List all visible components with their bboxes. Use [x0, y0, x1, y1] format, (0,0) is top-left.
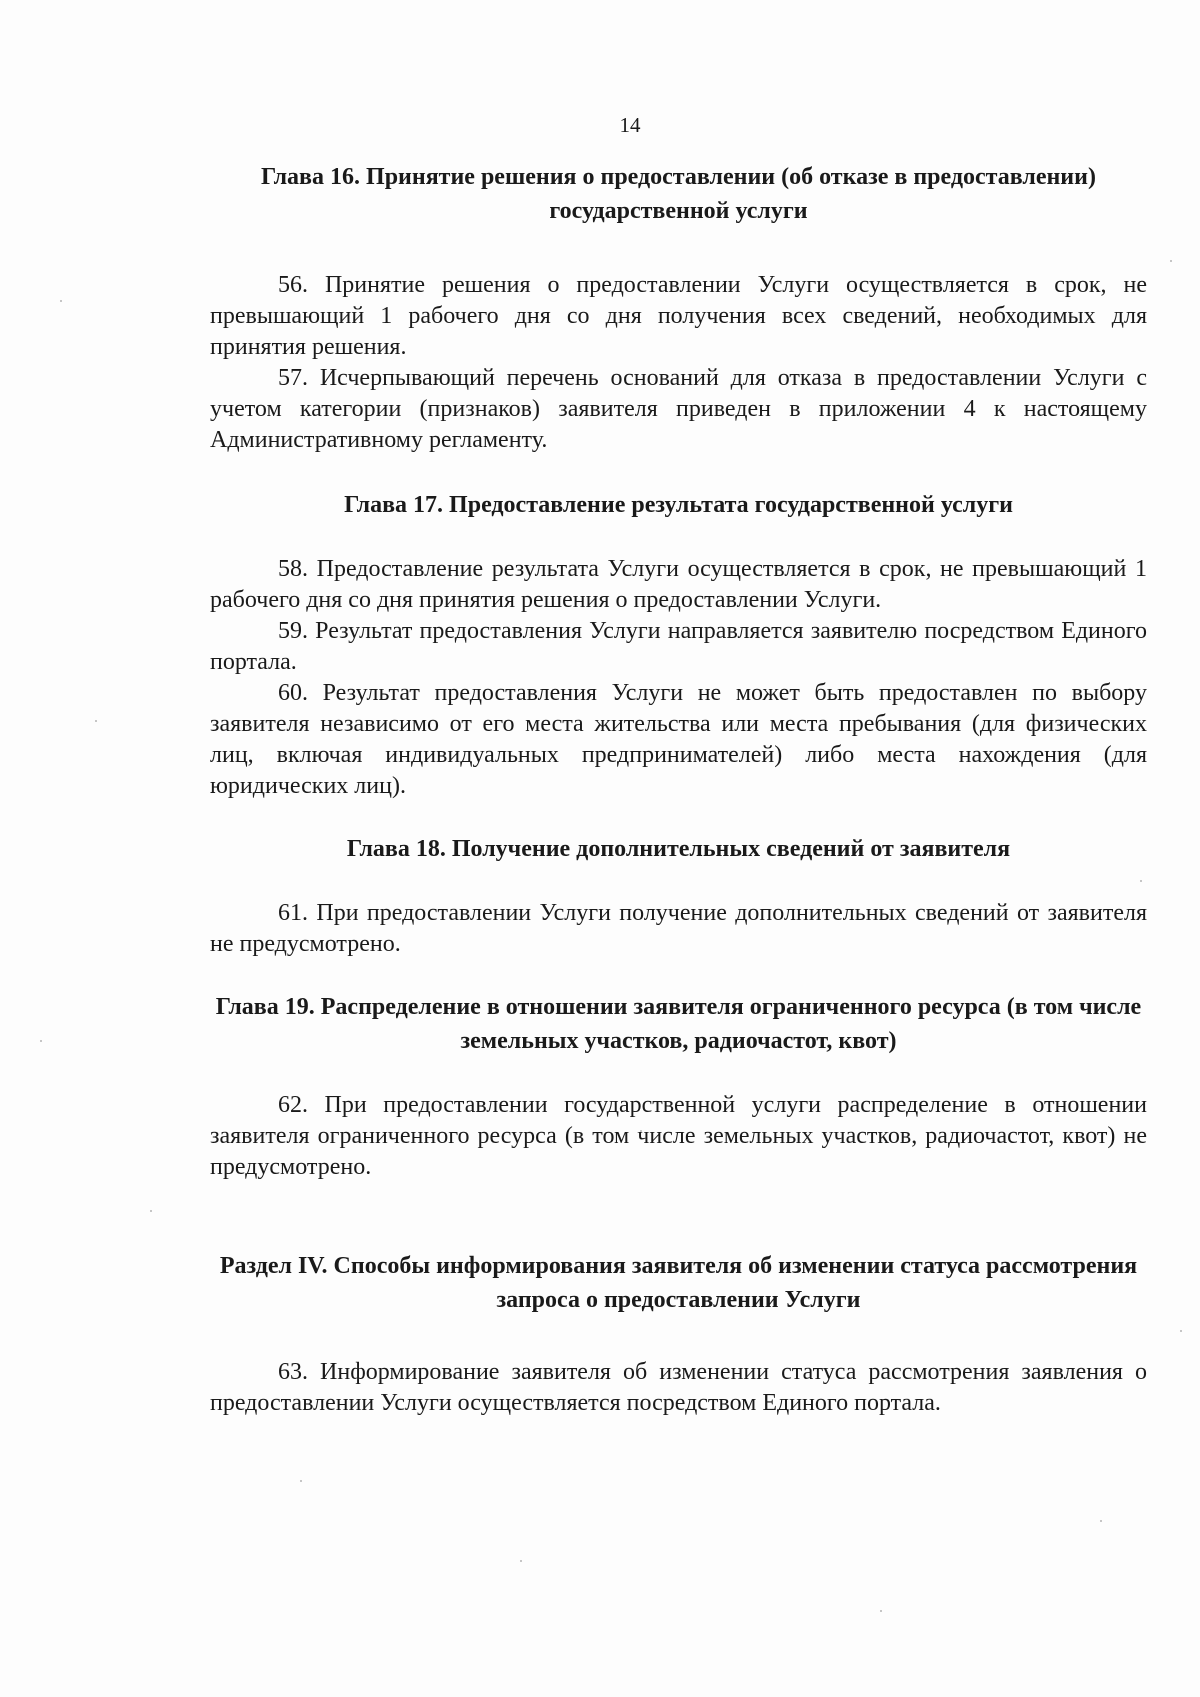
paragraph-61: 61. При предоставлении Услуги получение дополнительных сведений от заявителя не предусмотрено. [210, 900, 1147, 957]
paragraph-63: 63. Информирование заявителя об изменении статуса рассмотрения заявления о предоставлении Услуги осуществляется посредством Единого портала. [210, 1359, 1147, 1416]
chapter-16-heading: Глава 16. Принятие решения о предоставлении (об отказе в предоставлении) государственной услуги [261, 164, 1096, 224]
paragraph-56: 56. Принятие решения о предоставлении Услуги осуществляется в срок, не превышающий 1 рабочего дня со дня получения всех сведений, необходимых для принятия решения. [210, 272, 1147, 360]
section-4-heading: Раздел IV. Способы информирования заявителя об изменении статуса рассмотрения запроса о предоставлении Услуги [219, 1253, 1138, 1313]
chapter-19-heading: Глава 19. Распределение в отношении заявителя ограниченного ресурса (в том числе земельных участков, радиочастот, квот) [215, 994, 1142, 1054]
document-body [210, 160, 1147, 1419]
paragraph-57: 57. Исчерпывающий перечень оснований для отказа в предоставлении Услуги с учетом категории (признаков) заявителя приведен в приложении 4 к настоящему Административному регламенту. [210, 365, 1147, 453]
paragraph-59: 59. Результат предоставления Услуги направляется заявителю посредством Единого портала. [210, 618, 1147, 675]
paragraph-62: 62. При предоставлении государственной услуги распределение в отношении заявителя ограниченного ресурса (в том числе земельных участков, радиочастот, квот) не предусмотрено. [210, 1092, 1147, 1180]
page-number: 14 [619, 113, 641, 137]
paragraph-60: 60. Результат предоставления Услуги не может быть предоставлен по выбору заявителя независимо от его места жительства или места пребывания (для физических лиц, включая индивидуальных предпринимателей) либо места нахождения (для юридических лиц). [210, 680, 1147, 799]
chapter-17-heading: Глава 17. Предоставление результата государственной услуги [344, 492, 1013, 518]
chapter-18-heading: Глава 18. Получение дополнительных сведений от заявителя [346, 836, 1011, 862]
paragraph-58: 58. Предоставление результата Услуги осуществляется в срок, не превышающий 1 рабочего дня со дня принятия решения о предоставлении Услуги. [210, 556, 1147, 613]
